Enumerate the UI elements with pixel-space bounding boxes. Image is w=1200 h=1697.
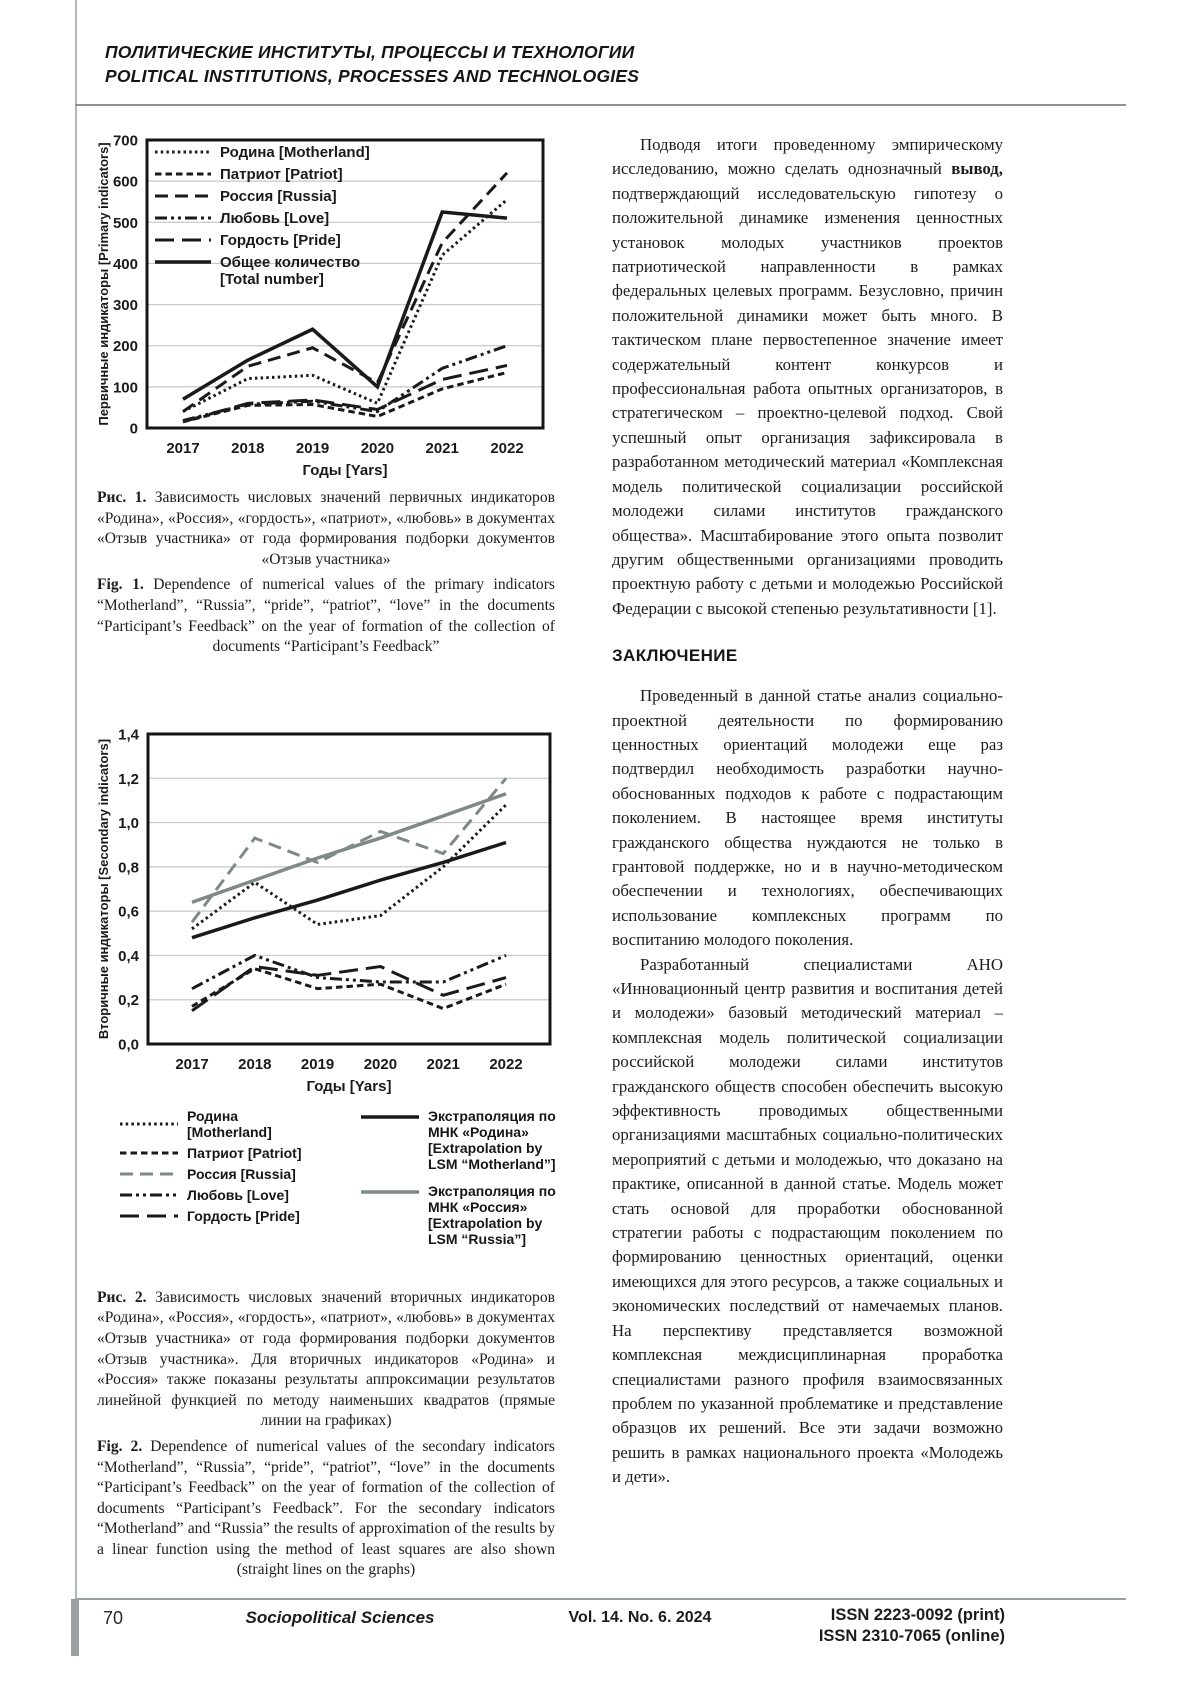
- svg-text:0,8: 0,8: [118, 859, 139, 877]
- svg-text:2022: 2022: [490, 440, 524, 457]
- svg-text:1,0: 1,0: [118, 814, 139, 832]
- svg-text:400: 400: [112, 255, 138, 273]
- fig1-caption-ru-label: Рис. 1.: [97, 489, 147, 506]
- fig2-caption-ru: [97, 1288, 555, 1432]
- issn-online: ISSN 2310-7065 (online): [818, 1627, 1005, 1645]
- svg-text:2020: 2020: [360, 440, 395, 457]
- text-column: [612, 133, 1003, 1490]
- svg-text:0,4: 0,4: [118, 947, 139, 965]
- svg-text:2017: 2017: [166, 440, 200, 457]
- legend-line-swatch: [120, 1211, 178, 1221]
- legend-label: Патриот [Patriot]: [187, 1144, 302, 1161]
- fig2-caption-en-text: Dependence of numerical values of the secondary indicators “Motherland”, “Russia”, “pride”, “patriot”, “love” in the documents “Participant’s Feedback” on the year of formation of the collection of documents “Participant’s Feedback”. For the secondary indicators “Motherland” and “Russia” the results of approximation of the results by a linear function using the method of least squares are also shown (straight lines on the graphs): [97, 1437, 555, 1579]
- legend-column-right: [361, 1108, 557, 1258]
- svg-text:Общее количество: Общее количество: [220, 254, 361, 271]
- section-title-ru: ПОЛИТИЧЕСКИЕ ИНСТИТУТЫ, ПРОЦЕССЫ И ТЕХНОЛОГИИ: [105, 42, 635, 62]
- legend-label: Россия [Russia]: [187, 1165, 296, 1182]
- svg-text:Годы [Yars]: Годы [Yars]: [306, 1077, 392, 1095]
- svg-text:0,2: 0,2: [118, 991, 139, 1009]
- svg-text:2020: 2020: [363, 1055, 398, 1073]
- legend-label: Экстраполяция по МНК «Родина» [Extrapolation by LSM “Motherland”]: [427, 1107, 556, 1172]
- svg-text:Россия [Russia]: Россия [Russia]: [220, 188, 337, 205]
- svg-text:600: 600: [112, 173, 138, 191]
- legend-item: [120, 1166, 313, 1182]
- paragraph-results-start: Подводя итоги проведенному эмпирическому исследованию, можно сделать однозначный: [612, 135, 1003, 179]
- footer-margin-bar: [71, 1599, 79, 1656]
- paragraph-results: [612, 133, 1003, 621]
- legend-line-swatch: [361, 1187, 419, 1197]
- figures-column: [95, 130, 557, 1581]
- svg-text:500: 500: [112, 214, 138, 232]
- svg-text:0: 0: [129, 420, 138, 438]
- svg-text:1,2: 1,2: [118, 770, 139, 788]
- fig1-caption-ru-text: Зависимость числовых значений первичных индикаторов «Родина», «Россия», «гордость», «патриот», «любовь» в документах «Отзыв участника» от года формирования подборки документов «Отзыв участника»: [97, 489, 555, 568]
- legend-line-swatch: [120, 1190, 178, 1200]
- secondary-indicators-chart: [95, 722, 557, 1100]
- svg-text:2018: 2018: [231, 440, 265, 457]
- fig2-caption-ru-label: Рис. 2.: [97, 1288, 147, 1306]
- svg-text:100: 100: [112, 379, 138, 397]
- fig1-caption-en-label: Fig. 1.: [97, 576, 144, 594]
- svg-text:Патриот [Patriot]: Патриот [Patriot]: [220, 166, 343, 183]
- svg-text:Годы [Yars]: Годы [Yars]: [302, 462, 388, 479]
- section-title-en: POLITICAL INSTITUTIONS, PROCESSES AND TECHNOLOGIES: [105, 66, 640, 86]
- paragraph-results-bold: вывод,: [951, 159, 1003, 179]
- legend-item: [120, 1187, 313, 1203]
- primary-indicators-chart: [95, 130, 557, 482]
- svg-text:[Total number]: [Total number]: [220, 271, 324, 288]
- legend-item: [361, 1183, 557, 1247]
- paragraph-conclusion-2: Разработанный специалистами АНО «Инновационный центр развития и воспитания детей и молодежи» базовый методический материал – комплексная модель политической социализации российской молодежи силами институтов гражданского обществ способен обеспечить высокую эффективность проводимых общественными организациями масштабных социально-политических мероприятий с детьми и молодежью, что доказано на практике, описанной в данной статье. Модель может стать основой для проработки обоснованной стратегии работы с подрастающим поколением по формированию ценностных ориентаций, оценки имеющихся для этого ресурсов, а также социальных и экономических последствий от намечаемых планов. На перспективу представляется возможной комплексная междисциплинарная проработка специалистами разного профиля взаимосвязанных проблем по указанной проблематике и представление образцов их решений. Все эти задачи возможно решить в рамках национального проекта «Молодежь и дети».: [612, 954, 1003, 1487]
- legend-label: Родина [Motherland]: [187, 1107, 272, 1140]
- svg-text:0,0: 0,0: [118, 1036, 139, 1054]
- journal-name: Sociopolitical Sciences: [245, 1608, 435, 1627]
- fig2-caption-en-label: Fig. 2.: [97, 1437, 143, 1455]
- footer-rule: [75, 1598, 1126, 1600]
- svg-text:Гордость [Pride]: Гордость [Pride]: [220, 232, 341, 249]
- legend-line-swatch: [120, 1169, 178, 1179]
- volume-issue: Vol. 14. No. 6. 2024: [568, 1609, 712, 1626]
- svg-text:Первичные индикаторы [Primary: Первичные индикаторы [Primary indicators]: [96, 142, 111, 426]
- legend-label: Гордость [Pride]: [187, 1207, 300, 1224]
- svg-text:2021: 2021: [425, 440, 459, 457]
- svg-text:1,4: 1,4: [118, 726, 139, 744]
- left-margin-rule: [75, 0, 77, 1599]
- legend-line-swatch: [120, 1119, 178, 1129]
- issn-print: ISSN 2223-0092 (print): [830, 1606, 1005, 1624]
- legend-line-swatch: [120, 1148, 178, 1158]
- svg-text:Вторичные индикаторы [Secondar: Вторичные индикаторы [Secondary indicators]: [96, 738, 111, 1039]
- header-rule: [75, 104, 1126, 106]
- svg-text:Любовь [Love]: Любовь [Love]: [220, 210, 330, 227]
- svg-text:700: 700: [112, 132, 138, 150]
- svg-text:2017: 2017: [175, 1055, 209, 1073]
- svg-text:2019: 2019: [295, 440, 330, 457]
- svg-text:300: 300: [112, 297, 138, 315]
- legend-line-swatch: [361, 1112, 419, 1122]
- fig1-caption-ru: [97, 488, 555, 570]
- legend-column-left: [120, 1108, 313, 1258]
- legend-item: [120, 1145, 313, 1161]
- paragraph-results-end: подтверждающий исследовательскую гипотезу о положительной динамике изменения ценностных установок молодых участников проектов патриотической направленности в рамках федеральных целевых программ. Безусловно, причин положительной динамики может быть много. В тактическом плане первостепенное значение имеет содержательный контент конкурсов и профессиональная работа опытных организаторов, в стратегическом – проектно-целевой подход. Свой успешный опыт организация зафиксировала в разработанном методический материал «Комплексная модель политической социализации российской молодежи силами институтов гражданского общества». Масштабирование этого опыта позволит другим общественными организациями проводить проектную работу с детьми и молодежью Российской Федерации с высокой степенью результативности [1].: [612, 183, 1003, 618]
- issn-block: [810, 1605, 1005, 1647]
- page-number: 70: [103, 1608, 124, 1628]
- svg-text:Родина [Motherland]: Родина [Motherland]: [220, 144, 370, 161]
- section-header: [105, 40, 639, 88]
- svg-text:2021: 2021: [426, 1055, 460, 1073]
- fig1-caption-en-text: Dependence of numerical values of the primary indicators “Motherland”, “Russia”, “pride”, “patriot”, “love” in the documents “Participant’s Feedback” on the year of formation of the collection of documents “Participant’s Feedback”: [97, 576, 555, 656]
- secondary-chart-legend: [95, 1108, 557, 1258]
- legend-label: Любовь [Love]: [187, 1186, 289, 1203]
- conclusion-heading: ЗАКЛЮЧЕНИЕ: [612, 646, 738, 666]
- fig2-caption-en: [97, 1437, 555, 1581]
- legend-item: [120, 1208, 313, 1224]
- svg-text:0,6: 0,6: [118, 903, 139, 921]
- svg-text:2018: 2018: [238, 1055, 272, 1073]
- legend-item: [361, 1108, 557, 1172]
- paragraph-conclusion-1: Проведенный в данной статье анализ социально-проектной деятельности по формированию ценностных ориентаций молодежи еще раз подтвердил необходимость разработки научно-обоснованных подходов к работе с подрастающим поколением. В настоящее время институты гражданского общества нуждаются не только в грантовой поддержке, но и в научно-методическом обеспечении и технологиях, обеспечивающих использование комплексных программ по воспитанию молодого поколения.: [612, 686, 1003, 950]
- fig1-caption-en: [97, 575, 555, 657]
- fig2-caption-ru-text: Зависимость числовых значений вторичных индикаторов «Родина», «Россия», «гордость», «патриот», «любовь» в документах «Отзыв участника» от года формирования подборки документов «Отзыв участника». Для вторичных индикаторов «Родина» и «Россия» также показаны результаты аппроксимации результатов линейной функцией по методу наименьших квадратов (прямые линии на графиках): [97, 1288, 555, 1430]
- legend-label: Экстраполяция по МНК «Россия» [Extrapolation by LSM “Russia”]: [427, 1182, 556, 1247]
- svg-text:2019: 2019: [300, 1055, 335, 1073]
- svg-text:2022: 2022: [489, 1055, 523, 1073]
- svg-text:200: 200: [112, 338, 138, 356]
- legend-item: [120, 1108, 313, 1140]
